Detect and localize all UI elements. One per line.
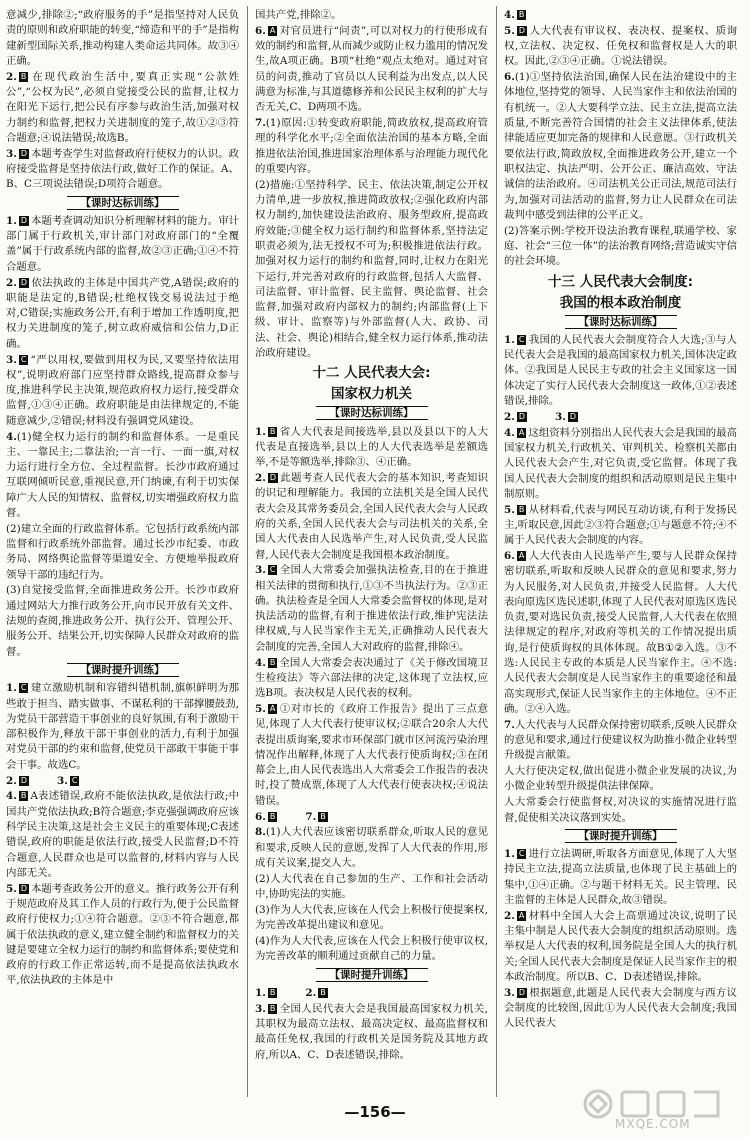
answer-item <box>6 147 239 193</box>
answer-letter-badge: D <box>518 25 526 35</box>
answer-letter-badge: A <box>518 910 525 920</box>
question-number: 7. <box>255 117 266 130</box>
answer-item <box>6 789 239 881</box>
question-number: 5. <box>504 24 515 37</box>
answer-letter-badge: D <box>518 411 526 421</box>
chapter-title: 我国的根本政治制度 <box>559 294 682 311</box>
question-number: 6. <box>504 550 515 562</box>
question-number: 4. <box>504 9 515 21</box>
section-heading-label: 【课时提升训练】 <box>67 663 179 677</box>
answer-item <box>504 764 737 795</box>
question-number: 3. <box>504 986 515 999</box>
column-left <box>6 8 239 989</box>
answer-text: (1)人大代表应该密切联系群众,听取人民的意见和要求,反映人民的意愿,发挥了人大代表的作用,形成有关议案,提交人大。 <box>255 826 488 869</box>
answer-text: (2)措施:①坚持科学、民主、依法决策,制定公开权力清单,进一步放权,推进简政放权;②强化政府内部权力制约,加快建设法治政府、服务型政府,提高政府效能;③健全权力运行制约和监督体系,坚持法定职责必须为,法无授权不可为;积极推进依法行政。加强对权力运行的制约和监督,同时,让权力在阳光下运行,并完善对政府的行政监督,包括人大监督、司法监督、审计监督、民主监督、舆论监督、社会监督,加强对政府内部权力的制约;内部监督(上下级、审计、监察等)与外部监督(人大、政协、司法、社会、舆论)相结合,健全权力运行体系,推动法治政府建设。 <box>255 178 488 360</box>
answer-text: 人大常委会行使监督权,对决议的实施情况进行监督,促使相关决议落到实处。 <box>504 796 737 824</box>
answer-letter-badge: D <box>20 148 28 158</box>
answer-item <box>255 116 488 177</box>
watermark-text: MXQE.COM <box>615 1117 691 1131</box>
question-number: 3. <box>6 353 17 366</box>
question-number: 1. <box>6 214 17 227</box>
question-number: 5. <box>6 882 17 895</box>
section-heading <box>255 406 488 421</box>
answer-letter-badge: C <box>20 683 27 693</box>
answer-item <box>6 583 239 659</box>
answer-letter-badge: A <box>518 551 525 560</box>
question-number: 2. <box>504 909 515 922</box>
answer-item <box>255 934 488 965</box>
answer-text: 人大代表由人民选举产生,要与人民群众保持密切联系,听取和反映人民群众的意见和要求,努力为人民服务,对人民负责,并接受人民监督。人大代表向原选区选民述职,体现了人民代表对原选区选民负责,要对选民负责,接受人民监督,人大代表在依照法律规定的程序,对政府等机关的工作情况提出质询,是行使质询权的具体体现。故B①②入选。③不选:人民民主专政的本质是人民当家作主。④不选:人民代表大会制度是人民当家作主的重要途径和最高实现形式,保证人民当家作主的主体地位。④不正确。②④入选。 <box>504 550 737 715</box>
answer-item <box>6 8 239 69</box>
answer-letter-badge: B <box>269 426 276 436</box>
answer-item <box>6 774 239 789</box>
answer-item <box>504 503 737 549</box>
answer-letter-badge: A <box>518 427 525 437</box>
answer-letter-badge: C <box>518 849 525 859</box>
answer-text: 全国人大常委会表决通过了《关于修改国境卫生检疫法》等六部法律的决定,这体现了立法权,应选B项。表决权是人民代表的权利。 <box>255 656 488 700</box>
answer-text: 这组资料分别指出人民代表大会是我国的最高国家权力机关,行政机关、审判机关、检察机关都由人民代表大会产生,对它负责,受它监督。体现了我国人民代表大会制度的组织和活动原则是民主集中制原则。 <box>504 426 737 500</box>
question-number: 8. <box>255 826 266 839</box>
answer-text: “严以用权,要做到用权为民,又要坚持依法用权”,说明政府部门应坚持群众路线,提高群众参与度,推进科学民主决策,规范政府权力运行,接受群众监督,①③④正确。政府职能是由法律规定的,不能随意减少,②错误;材料没有强调党风建设。 <box>6 353 239 427</box>
answer-item <box>504 333 737 409</box>
answer-letter-badge: B <box>269 987 276 997</box>
answer-letter-badge: B <box>320 987 326 997</box>
answer-item <box>504 986 737 1032</box>
answer-item <box>504 70 737 223</box>
answer-item <box>504 795 737 826</box>
answer-item <box>504 410 737 425</box>
answer-text: (1)健全权力运行的制约和监督体系。一是重民主、一靠民主;二靠法治;一言一行、一面一旗,对权力运行进行全方位、全过程监督。长沙市政府通过互联网倾听民意,重视民意,开门纳谏,有利于切实保障广大人民的知情权、监督权,切实增强政府权力监督。 <box>6 430 239 519</box>
answer-text: 本题考查学生对监督政府行使权力的认识。政府接受监督是坚持依法行政,做好工作的保证。A、B、C三项说法错误;D项符合题意。 <box>6 147 239 191</box>
answer-item <box>504 24 737 70</box>
question-number: 3. <box>255 564 266 577</box>
answer-item <box>504 549 737 717</box>
answer-letter-badge: D <box>569 411 577 421</box>
answer-text: 从材料看,代表与网民互动访谈,有利于发扬民主,听取民意,因此②③符合题意;①与题意不符;④不属于人民代表大会制度的内容。 <box>504 503 737 547</box>
answer-item <box>504 909 737 985</box>
section-heading <box>504 315 737 330</box>
answer-item <box>255 810 488 825</box>
question-number: 2. <box>255 472 266 485</box>
answer-item <box>255 8 488 23</box>
question-number: 6. <box>504 71 515 84</box>
column-right <box>504 8 737 1032</box>
chapter-title: 十三 人民代表大会制度: <box>547 273 694 290</box>
answer-text: 材料中全国人大会上高票通过决议,说明了民主集中制是人民代表大会制度的组织活动原则。选举权是人大代表的权利,国务院是全国人大的执行机关;全国人民代表大会制度是保证人民当家作主的根本政治制度。所以B、C、D表述错误,排除。 <box>504 909 737 984</box>
answer-text: (3)作为人大代表,应该在人代会上积极行使提案权,为完善改革提出建议和意见。 <box>255 903 488 932</box>
answer-letter-badge: B <box>20 791 27 801</box>
answer-letter-badge: B <box>269 1003 276 1013</box>
question-number: 2. <box>305 986 317 999</box>
answer-text: (2)人大代表在自己参加的生产、工作和社会活动中,协助宪法的实施。 <box>255 872 488 901</box>
answer-text: 建立激励机制和容错纠错机制,旗帜鲜明为那些敢于担当、踏实做事、不谋私利的干部撑腰鼓劲,为党员干部营造干事创业的良好氛围,有利于激励干部积极作为,释放干部干事创业的活力,有利于加强对党员干部的约束和监督,使党员干部敢干事能干事会干事。故选C。 <box>6 682 239 771</box>
column-divider <box>247 6 248 1097</box>
answer-letter-badge: D <box>20 215 28 225</box>
question-number: 1. <box>504 848 515 861</box>
answer-text: 依法执政的主体是中国共产党,A错误;政府的职能是法定的,B错误;杜绝权钱交易说法过于绝对,C错误;实施政务公开,有利于增加工作透明度,把权力关进制度的笼子,树立政府威信和公信力,D正确。 <box>6 276 239 350</box>
question-number: 7. <box>504 718 515 731</box>
answer-text: 我国的人民代表大会制度符合人大选;③与人民代表大会是我国的最高国家权力机关,国体决定政体。②我国是人民民主专政的社会主义国家这一国体决定了实行人民代表大会制度这一政体,①②表述错误,排除。 <box>504 333 737 408</box>
answer-letter-badge: B <box>269 657 276 667</box>
question-number: 1. <box>504 333 515 346</box>
answer-letter-badge: B <box>320 811 326 821</box>
question-number: 4. <box>6 430 17 443</box>
answer-item <box>255 702 488 809</box>
question-number: 6. <box>255 24 266 37</box>
answer-letter-badge: D <box>20 883 28 893</box>
answer-letter-badge: B <box>518 10 525 19</box>
question-number: 5. <box>504 503 515 516</box>
answer-item <box>504 8 737 23</box>
question-number: 3. <box>255 1002 266 1015</box>
answer-text: 人大代表与人民群众保持密切联系,反映人民群众的意见和要求,通过行使建议权为助推小微企业转型升级提言献策。 <box>504 718 737 762</box>
answer-item <box>255 471 488 563</box>
answer-text: A表述错误,政府不能依法执政,是依法行政;中国共产党依法执政;B符合题意;李克强强调政府应该科学民主决策,这是社会主义民主的重要体现;C表述错误,政府的职能是依法行政,接受人民监督;D不符合题意,人民群众也是可以监督的,材料内容与人民内部无关。 <box>6 790 239 879</box>
question-number: 2. <box>6 276 17 289</box>
answer-item <box>6 214 239 275</box>
answer-item <box>255 178 488 362</box>
answer-item <box>504 718 737 764</box>
answer-item <box>255 24 488 116</box>
question-number: 1. <box>255 425 266 438</box>
answer-item <box>255 986 488 1001</box>
answer-text: 对官员进行“问责”,可以对权力的行使形成有效的制约和监督,从而减少或防止权力滥用的情况发生,故A项正确。B项“杜绝”观点太绝对。通过对官员的问责,推动了官员以人民利益为出发点,以人民满意为标准,与其道德修养和公民民主权利的扩大与否无关,C、D两项不选。 <box>255 24 488 114</box>
answer-item <box>6 70 239 146</box>
answer-text: 全国人大常委会加强执法检查,目的在于推进相关法律的贯彻和执行,①③不当执法行为。②③正确。执法检查是全国人大常委会监督权的体现,是对执法活动的监督,有利于推进依法行政,维护宪法法律权威,与人民当家作主无关,正确推动人民代表大会制度的完善,全国人大对政府的监督,排除④。 <box>255 564 488 653</box>
chapter-title: 十二 人民代表大会: <box>312 365 431 382</box>
section-heading-label: 【课时提升训练】 <box>565 829 677 843</box>
answer-item <box>6 681 239 773</box>
answer-text: 国共产党,排除②。 <box>255 9 342 21</box>
page-number: —156— <box>344 1103 406 1121</box>
answer-item <box>504 224 737 270</box>
question-number: 7. <box>305 810 317 823</box>
answer-item <box>6 276 239 352</box>
answer-text: ①对市长的《政府工作报告》提出了三点意见,体现了人大代表行使审议权;②联合20余人大代表提出质询案,要求市环保部门就市区河流污染治理情况作出解释,体现了人大代表行使质询权;③在闭幕会上,由人民代表选出人大常委会工作报告的表决时,投了赞成票,体现了人大代表行使表决权;④说法错误。 <box>255 702 488 807</box>
answer-text: 人大代表有审议权、表决权、提案权、质询权,立法权、决定权、任免权和监督权是人大的职权。因此,②③④正确。①说法错误。 <box>504 24 737 68</box>
question-number: 1. <box>6 682 17 695</box>
section-heading-label: 【课时达标训练】 <box>565 315 677 329</box>
question-number: 4. <box>504 426 515 439</box>
answer-text: 进行立法调研,听取各方面意见,体现了人大坚持民主立法,提高立法质量,也体现了民主基础上的集中,①④正确。②与题干材料无关。民主管理、民主监督的主体是人民群众,故③错误。 <box>504 848 737 907</box>
question-number: 2. <box>6 70 17 83</box>
column-divider <box>496 6 497 1097</box>
answer-item <box>504 847 737 908</box>
question-number: 3. <box>57 774 68 787</box>
answer-text: (4)作为人大代表,应该在人代会上积极行使审议权,为完善改革的顺利通过贡献自己的力量。 <box>255 934 488 963</box>
section-heading-label: 【课时达标训练】 <box>316 406 428 420</box>
question-number: 2. <box>6 774 17 787</box>
answer-item <box>255 1002 488 1063</box>
answer-letter-badge: B <box>20 71 27 81</box>
answer-item <box>6 882 239 989</box>
question-number: 1. <box>255 986 266 999</box>
answer-item <box>255 563 488 655</box>
question-number: 3. <box>555 410 566 423</box>
section-heading <box>255 968 488 983</box>
answer-letter-badge: D <box>518 987 526 997</box>
answer-item <box>6 430 239 522</box>
answer-letter-badge: C <box>71 775 78 785</box>
section-heading-label: 【课时提升训练】 <box>316 968 428 982</box>
answer-item <box>504 426 737 502</box>
answer-text: (3)自觉接受监督,全面推进政务公开。长沙市政府通过网站大力推行政务公开,向市民开放有关文件、法规的查阅,推进政务公开、执行公开、管理公开、服务公开、结果公开,切实保障人民群众对政府的监督。 <box>6 584 239 658</box>
answer-item <box>255 825 488 871</box>
answer-text: 此题考查人民代表大会的基本知识,考查知识的识记和理解能力。我国的立法机关是全国人民代表大会及其常务委员会,全国人民代表大会与人民政府的关系,全国人民代表大会与司法机关的关系,全国人大代表由人民选举产生,对人民负责,受人民监督,人民代表大会制度是我国根本政治制度。 <box>255 472 488 561</box>
answer-letter-badge: C <box>269 565 276 575</box>
answer-text: 省人大代表是间接选举,县以及县以下的人大代表是直接选举,县以上的人大代表选举是差额选举,不是等额选举,排除③、④正确。 <box>255 425 488 469</box>
question-number: 4. <box>6 790 17 803</box>
answer-text: (1)原因:①转变政府职能,简政放权,提高政府管理的科学化水平;②全面依法治国的基本方略,全面推进依法治国,推进国家治理体系与治理能力现代化的重要内容。 <box>255 117 488 175</box>
answer-letter-badge: D <box>269 473 277 483</box>
answer-letter-badge: A <box>269 25 276 35</box>
answer-text: 本题考查政务公开的意义。推行政务公开有利于规范政府及其工作人员的行政行为,便于公民监督政府行使权力;①④符合题意。②③不符合题意,都属于依法执政的意义,建立健全制约和监督权力的关键是要建立全权力运行的制约和监督体系;要使党和政府的行政工作正常运转,而不是提高依法执政水平,依法执政的主体是中 <box>6 882 239 987</box>
answer-text: 本题考查调动知识分析理解材料的能力。审计部门属于行政机关,审计部门对政府部门的“全覆盖”属于行政系统内部的监督,故②③正确;①④不符合题意。 <box>6 214 239 273</box>
answer-text: 全国人民代表大会是我国最高国家权力机关,其职权为最高立法权、最高决定权、最高监督权和最高任免权,我国的行政机关是国务院及其地方政府,所以A、C、D表述错误,排除。 <box>255 1002 488 1061</box>
answer-letter-badge: B <box>269 811 276 821</box>
answer-letter-badge: B <box>518 504 525 514</box>
answer-text: (2)答案示例:学校开设法治教育课程,联通学校、家庭、社会“三位一体”的法治教育网络;营造诚实守信的社会环境。 <box>504 224 737 268</box>
answer-item <box>6 353 239 429</box>
section-heading <box>6 196 239 211</box>
question-number: 2. <box>504 410 515 423</box>
question-number: 5. <box>255 702 266 715</box>
answer-text: (2)建立全面的行政监督体系。它包括行政系统内部监督和行政系统外部监督。通过长沙市纪委、市政务局、网络舆论监督等渠道安全、方便地举报政府领导干部的违纪行为。 <box>6 522 239 581</box>
answer-text: 根据题意,此题是人民代表大会制度与西方议会制度的比较图,因此①为人民代表大会制度;我国人民代表大 <box>504 986 737 1030</box>
chapter-title: 国家权力机关 <box>331 386 412 403</box>
section-heading <box>504 829 737 844</box>
answer-letter-badge: D <box>20 277 28 287</box>
answer-text: 意减少,排除②;“政府服务的手”是指坚持对人民负责的原则和政府职能的转变,“缔造和平的手”是指构建新型国际关系,推动构建人类命运共同体。故③④正确。 <box>6 9 239 67</box>
answer-item <box>255 903 488 934</box>
section-heading <box>6 663 239 678</box>
answer-letter-badge: A <box>269 703 276 713</box>
column-middle <box>255 8 488 1063</box>
answer-item <box>255 425 488 471</box>
answer-item <box>255 872 488 903</box>
answer-letter-badge: D <box>20 775 28 785</box>
question-number: 3. <box>6 147 17 160</box>
question-number: 4. <box>255 656 266 669</box>
answer-text: 人大行使决定权,做出促进小微企业发展的决议,为小微企业转型升级提供法律保障。 <box>504 765 737 793</box>
question-number: 6. <box>255 810 266 823</box>
answer-text: 在现代政治生活中,要真正实现“公款姓公”,“公权为民”,必须自觉接受公民的监督,让权力在阳光下运行,把公民有序参与政治生活,加强对权力制约和监督,把权力关进制度的笼子,故①②③符合题意;④说法错误;故选B。 <box>6 70 239 144</box>
answer-letter-badge: C <box>518 334 525 344</box>
answer-item <box>6 522 239 583</box>
answer-text: (1)①坚持依法治国,确保人民在法治建设中的主体地位,坚持党的领导、人民当家作主和依法治国的有机统一。②人大要科学立法、民主立法,提高立法质量,不断完善符合国情的社会主义法律体系,使法律能适应更加完备的规律和人民意愿。③行政机关要依法行政,简政放权,全面推进政务公开,建立一个职权法定、执法严明、公开公正、廉洁高效、守法诚信的法治政府。④司法机关公正司法,规范司法行为,加强对司法活动的监督,努力让人民群众在司法裁判中感受到法律的公平正义。 <box>504 71 737 221</box>
answer-item <box>255 656 488 702</box>
section-heading-label: 【课时达标训练】 <box>67 196 179 210</box>
answer-letter-badge: C <box>20 354 27 364</box>
